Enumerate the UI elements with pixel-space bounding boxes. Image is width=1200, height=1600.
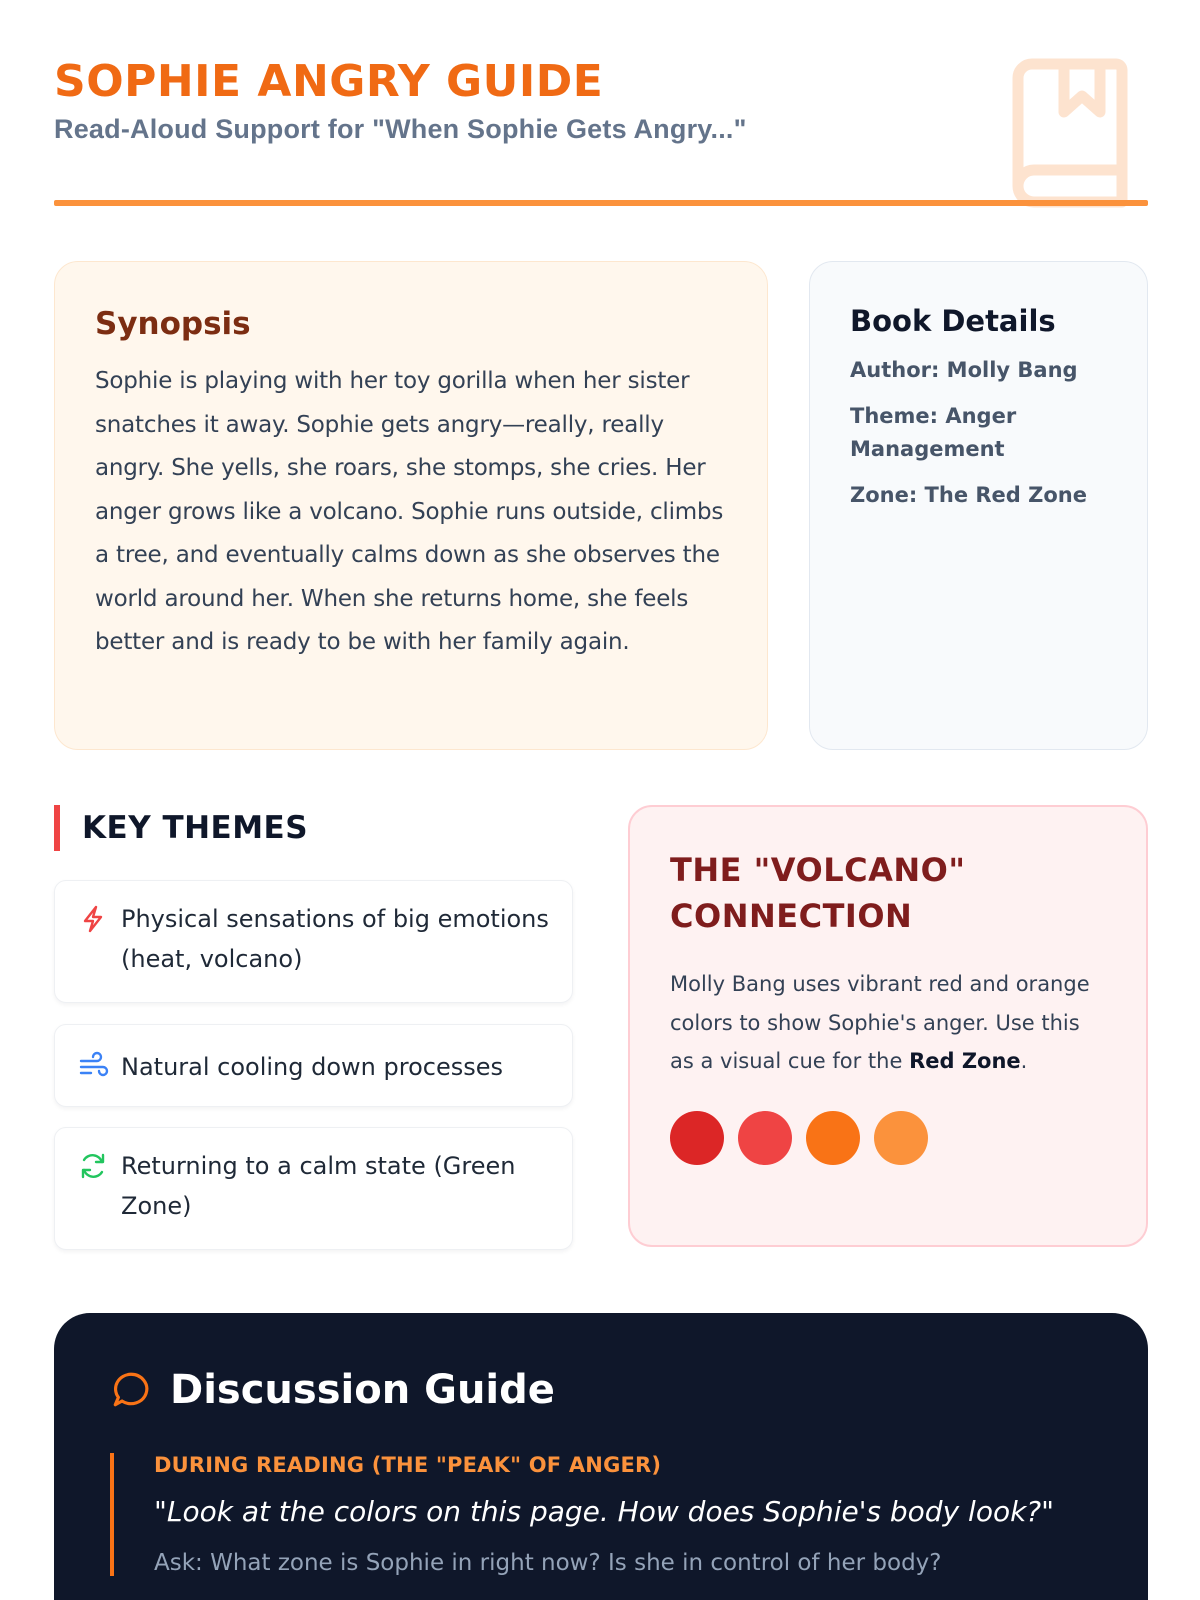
book-details-card bbox=[809, 261, 1148, 750]
synopsis-card bbox=[54, 261, 768, 750]
volcano-connection-card bbox=[628, 805, 1148, 1247]
volcano-text-before: Molly Bang uses vibrant red and orange colors to show Sophie's anger. Use this as a visual cue for the bbox=[670, 972, 1090, 1073]
prompt-question: "Look at the colors on this page. How does Sophie's body look?" bbox=[154, 1495, 1055, 1528]
theme-item-text: Natural cooling down processes bbox=[121, 1053, 504, 1081]
discussion-prompt bbox=[110, 1453, 1092, 1576]
book-author: Author: Molly Bang bbox=[850, 358, 1078, 382]
book-theme: Theme: Anger Management bbox=[850, 404, 1017, 461]
color-swatches bbox=[670, 1111, 1106, 1165]
color-swatch bbox=[670, 1111, 724, 1165]
volcano-heading: THE "VOLCANO" CONNECTION bbox=[670, 851, 966, 935]
refresh-icon bbox=[77, 1150, 109, 1182]
volcano-text-bold: Red Zone bbox=[909, 1049, 1021, 1073]
book-zone: Zone: The Red Zone bbox=[850, 483, 1087, 507]
lightning-icon bbox=[77, 903, 109, 935]
volcano-text-after: . bbox=[1020, 1049, 1028, 1073]
theme-item-text: Physical sensations of big emotions (heat, volcano) bbox=[121, 905, 549, 973]
color-swatch bbox=[738, 1111, 792, 1165]
synopsis-text: Sophie is playing with her toy gorilla when her sister snatches it away. Sophie gets angry—really, really angry. She yells, she roars, she stomps, she cries. Her anger grows like a volcano. Sophie runs outside, climbs a tree, and eventually calms down as she observes the world around her. When she returns home, she feels better and is ready to be with her family again. bbox=[95, 368, 724, 655]
discussion-guide-card bbox=[54, 1313, 1148, 1600]
synopsis-heading: Synopsis bbox=[95, 306, 251, 342]
theme-item bbox=[54, 1127, 573, 1250]
chat-bubble-icon bbox=[110, 1369, 152, 1411]
prompt-label: DURING READING (THE "PEAK" OF ANGER) bbox=[154, 1453, 662, 1477]
volcano-text bbox=[670, 965, 1106, 1081]
wind-icon bbox=[77, 1051, 109, 1083]
theme-item bbox=[54, 1024, 573, 1107]
page-header bbox=[54, 52, 1148, 208]
prompt-ask: Ask: What zone is Sophie in right now? Is she in control of her body? bbox=[154, 1550, 942, 1576]
book-details-heading: Book Details bbox=[850, 304, 1056, 338]
theme-item bbox=[54, 880, 573, 1003]
header-divider bbox=[54, 200, 1148, 206]
discussion-header bbox=[110, 1367, 1092, 1413]
book-icon bbox=[1004, 58, 1134, 208]
page-title: SOPHIE ANGRY GUIDE bbox=[54, 56, 604, 107]
color-swatch bbox=[806, 1111, 860, 1165]
key-themes-heading bbox=[54, 805, 308, 851]
page-subtitle: Read-Aloud Support for "When Sophie Gets Angry..." bbox=[54, 114, 747, 144]
key-themes-title: KEY THEMES bbox=[82, 810, 309, 846]
color-swatch bbox=[874, 1111, 928, 1165]
theme-item-text: Returning to a calm state (Green Zone) bbox=[121, 1152, 516, 1220]
discussion-heading: Discussion Guide bbox=[170, 1367, 555, 1413]
